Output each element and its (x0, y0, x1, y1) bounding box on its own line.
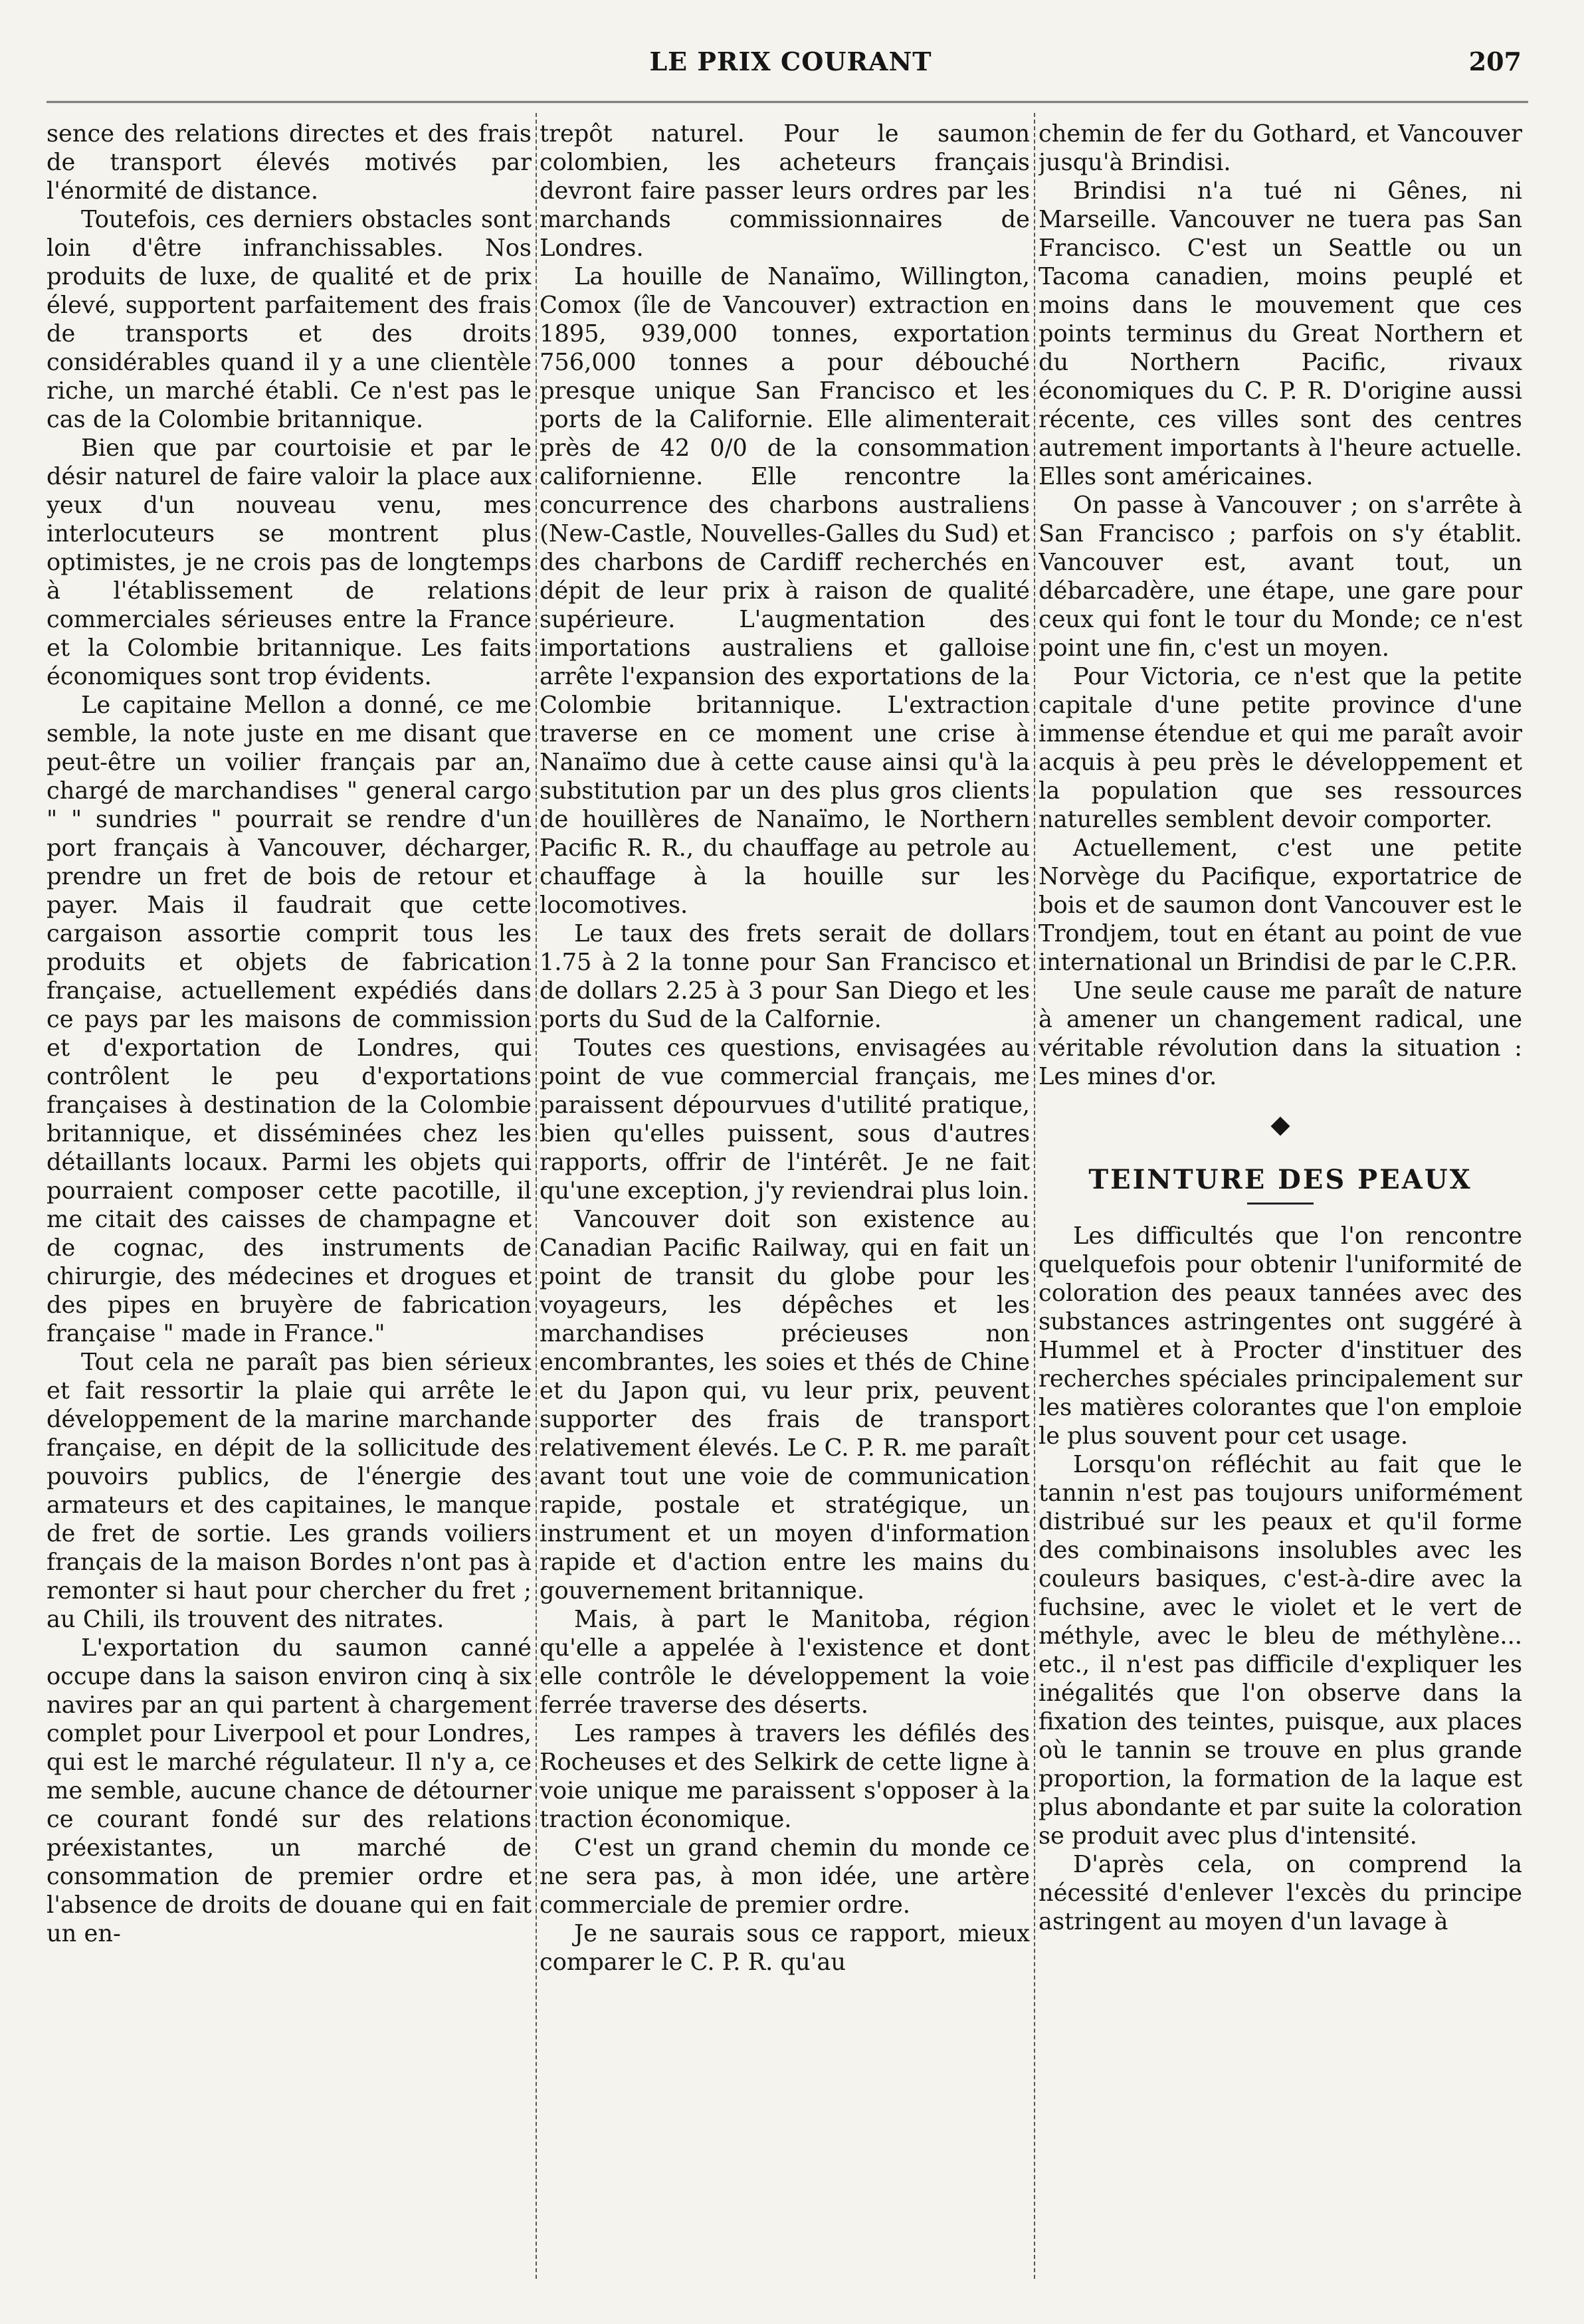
paragraph: L'exportation du saumon canné occupe dans la saison environ cinq à six navires par an qui partent à chargement complet pour Liverpool et pour Londres, qui est le marché régulateur. Il n'y a, ce me semble, aucune chance de détourner ce courant fondé sur des relations préexistantes, un marché de consommation de premier ordre et l'absence de droits de douane qui en fait un en- (47, 1634, 532, 1947)
paragraph: Le capitaine Mellon a donné, ce me semble, la note juste en me disant que peut-être un voilier français par an, chargé de marchandises " general cargo " " sundries " pourrait se rendre d'un port français à Vancouver, décharger, prendre un fret de bois de retour et payer. Mais il faudrait que cette cargaison assortie comprit tous les produits et objets de fabrication française, actuellement expédiés dans ce pays par les maisons de commission et d'exportation de Londres, qui contrôlent le peu d'exportations françaises à destination de la Colombie britannique, et disséminées chez les détaillants locaux. Parmi les objets qui pourraient composer cette pacotille, il me citait des caisses de champagne et de cognac, des instruments de chirurgie, des médecines et drogues et des pipes en bruyère de fabrication française " made in France." (47, 692, 532, 1347)
page-number: 207 (1468, 47, 1522, 76)
paragraph: sence des relations directes et des frais de transport élevés motivés par l'énormité de distance. (47, 120, 532, 205)
paragraph: Pour Victoria, ce n'est que la petite capitale d'une petite province d'une immense étendue et qui me paraît avoir acquis à peu près le développement et la population que ses ressources naturelles semblent devoir comporter. (1039, 663, 1522, 833)
column-3 (1039, 120, 1522, 2285)
paragraph: Lorsqu'on réfléchit au fait que le tannin n'est pas toujours uniformément distribué sur les peaux et qu'il forme des combinaisons insolubles avec les couleurs basiques, c'est-à-dire avec la fuchsine, avec le violet et le vert de méthyle, avec le bleu de méthylène... etc., il n'est pas difficile d'expliquer les inégalités que l'on observe dans la fixation des teintes, puisque, aux places où le tannin se trouve en plus grande proportion, la formation de la laque est plus abondante et par suite la coloration se produit avec plus d'intensité. (1039, 1451, 1522, 1850)
paragraph: Les difficultés que l'on rencontre quelquefois pour obtenir l'uniformité de coloration des peaux tannées avec des substances astringentes ont suggéré à Hummel et à Procter d'instituer des recherches spéciales principalement sur les matières colorantes que l'on emploie le plus souvent pour cet usage. (1039, 1222, 1522, 1450)
diamond-ornament-icon: ◆ (1270, 1110, 1290, 1139)
column-2 (540, 120, 1030, 2285)
section-title: TEINTURE DES PEAUX (1088, 1164, 1472, 1195)
paragraph: On passe à Vancouver ; on s'arrête à San Francisco ; parfois on s'y établit. Vancouver est, avant tout, un débarcadère, une étape, une gare pour ceux qui font le tour du Monde; ce n'est point une fin, c'est un moyen. (1039, 492, 1522, 662)
paragraph: D'après cela, on comprend la nécessité d'enlever l'excès du principe astringent au moyen d'un lavage à (1039, 1851, 1522, 1935)
paragraph: Actuellement, c'est une petite Norvège du Pacifique, exportatrice de bois et de saumon dont Vancouver est le Trondjem, tout en étant au point de vue international un Brindisi de par le C.P.R. (1039, 834, 1522, 976)
paragraph: Mais, à part le Manitoba, région qu'elle a appelée à l'existence et dont elle contrôle le développement la voie ferrée traverse des déserts. (540, 1606, 1030, 1719)
paragraph: Vancouver doit son existence au Canadian Pacific Railway, qui en fait un point de transit du globe pour les voyageurs, les dépêches et les marchandises précieuses non encombrantes, les soies et thés de Chine et du Japon qui, vu leur prix, peuvent supporter des frais de transport relativement élevés. Le C. P. R. me paraît avant tout une voie de communication rapide, postale et stratégique, un instrument et un moyen d'information rapide et d'action entre les mains du gouvernement britannique. (540, 1206, 1030, 1604)
paragraph: Toutefois, ces derniers obstacles sont loin d'être infranchissables. Nos produits de luxe, de qualité et de prix élevé, supportent parfaitement des frais de transports et des droits considérables quand il y a une clientèle riche, un marché établi. Ce n'est pas le cas de la Colombie britannique. (47, 206, 532, 433)
paragraph: Le taux des frets serait de dollars 1.75 à 2 la tonne pour San Francisco et de dollars 2.25 à 3 pour San Diego et les ports du Sud de la Calfornie. (540, 920, 1030, 1033)
paragraph: Les rampes à travers les défilés des Rocheuses et des Selkirk de cette ligne à voie unique me paraissent s'opposer à la traction économique. (540, 1720, 1030, 1833)
header-rule (47, 101, 1528, 103)
page-header (60, 39, 1522, 78)
paragraph: trepôt naturel. Pour le saumon colombien, les acheteurs français devront faire passer leurs ordres par les marchands commissionnaires de Londres. (540, 120, 1030, 262)
paragraph: La houille de Nanaïmo, Willington, Comox (île de Vancouver) extraction en 1895, 939,000 tonnes, exportation 756,000 tonnes a pour débouché presque unique San Francisco et les ports de la Californie. Elle alimenterait près de 42 0/0 de la consommation californienne. Elle rencontre la concurrence des charbons australiens (New-Castle, Nouvelles-Galles du Sud) et des charbons de Cardiff recherchés en dépit de leur prix à raison de qualité supérieure. L'augmentation des importations australiens et galloise arrête l'expansion des exportations de la Colombie britannique. L'extraction traverse en ce moment une crise à Nanaïmo due à cette cause ainsi qu'à la substitution par un des plus gros clients de houillères de Nanaïmo, le Northern Pacific R. R., du chauffage au petrole au chauffage à la houille sur les locomotives. (540, 263, 1030, 919)
paragraph: Une seule cause me paraît de nature à amener un changement radical, une véritable révolution dans la situation : Les mines d'or. (1039, 977, 1522, 1090)
column-divider (1034, 113, 1035, 2279)
title-rule (1247, 1203, 1314, 1205)
paragraph: Toutes ces questions, envisagées au point de vue commercial français, me paraissent dépourvues d'utilité pratique, bien qu'elles puissent, sous d'autres rapports, offrir de l'intérêt. Je ne fait qu'une exception, j'y reviendrai plus loin. (540, 1034, 1030, 1205)
paragraph: Tout cela ne paraît pas bien sérieux et fait ressortir la plaie qui arrête le développement de la marine marchande française, en dépit de la sollicitude des pouvoirs publics, de l'énergie des armateurs et des capitaines, le manque de fret de sortie. Les grands voiliers français de la maison Bordes n'ont pas à remonter si haut pour chercher du fret ; au Chili, ils trouvent des nitrates. (47, 1349, 532, 1633)
column-1 (47, 120, 532, 2285)
column-divider (536, 113, 537, 2279)
paragraph: Brindisi n'a tué ni Gênes, ni Marseille. Vancouver ne tuera pas San Francisco. C'est un Seattle ou un Tacoma canadien, moins peuplé et moins dans le mouvement que ces points terminus du Great Northern et du Northern Pacific, rivaux économiques du C. P. R. D'origine aussi récente, ces villes sont des centres autrement importants à l'heure actuelle. Elles sont américaines. (1039, 177, 1522, 490)
paragraph: chemin de fer du Gothard, et Vancouver jusqu'à Brindisi. (1039, 120, 1522, 176)
running-title: LE PRIX COURANT (649, 47, 932, 76)
paragraph: Bien que par courtoisie et par le désir naturel de faire valoir la place aux yeux d'un nouveau venu, mes interlocuteurs se montrent plus optimistes, je ne crois pas de longtemps à l'établissement de relations commerciales sérieuses entre la France et la Colombie britannique. Les faits économiques sont trop évidents. (47, 435, 532, 690)
paragraph: Je ne saurais sous ce rapport, mieux comparer le C. P. R. qu'au (540, 1920, 1030, 1976)
paragraph: C'est un grand chemin du monde ce ne sera pas, à mon idée, une artère commerciale de premier ordre. (540, 1834, 1030, 1919)
